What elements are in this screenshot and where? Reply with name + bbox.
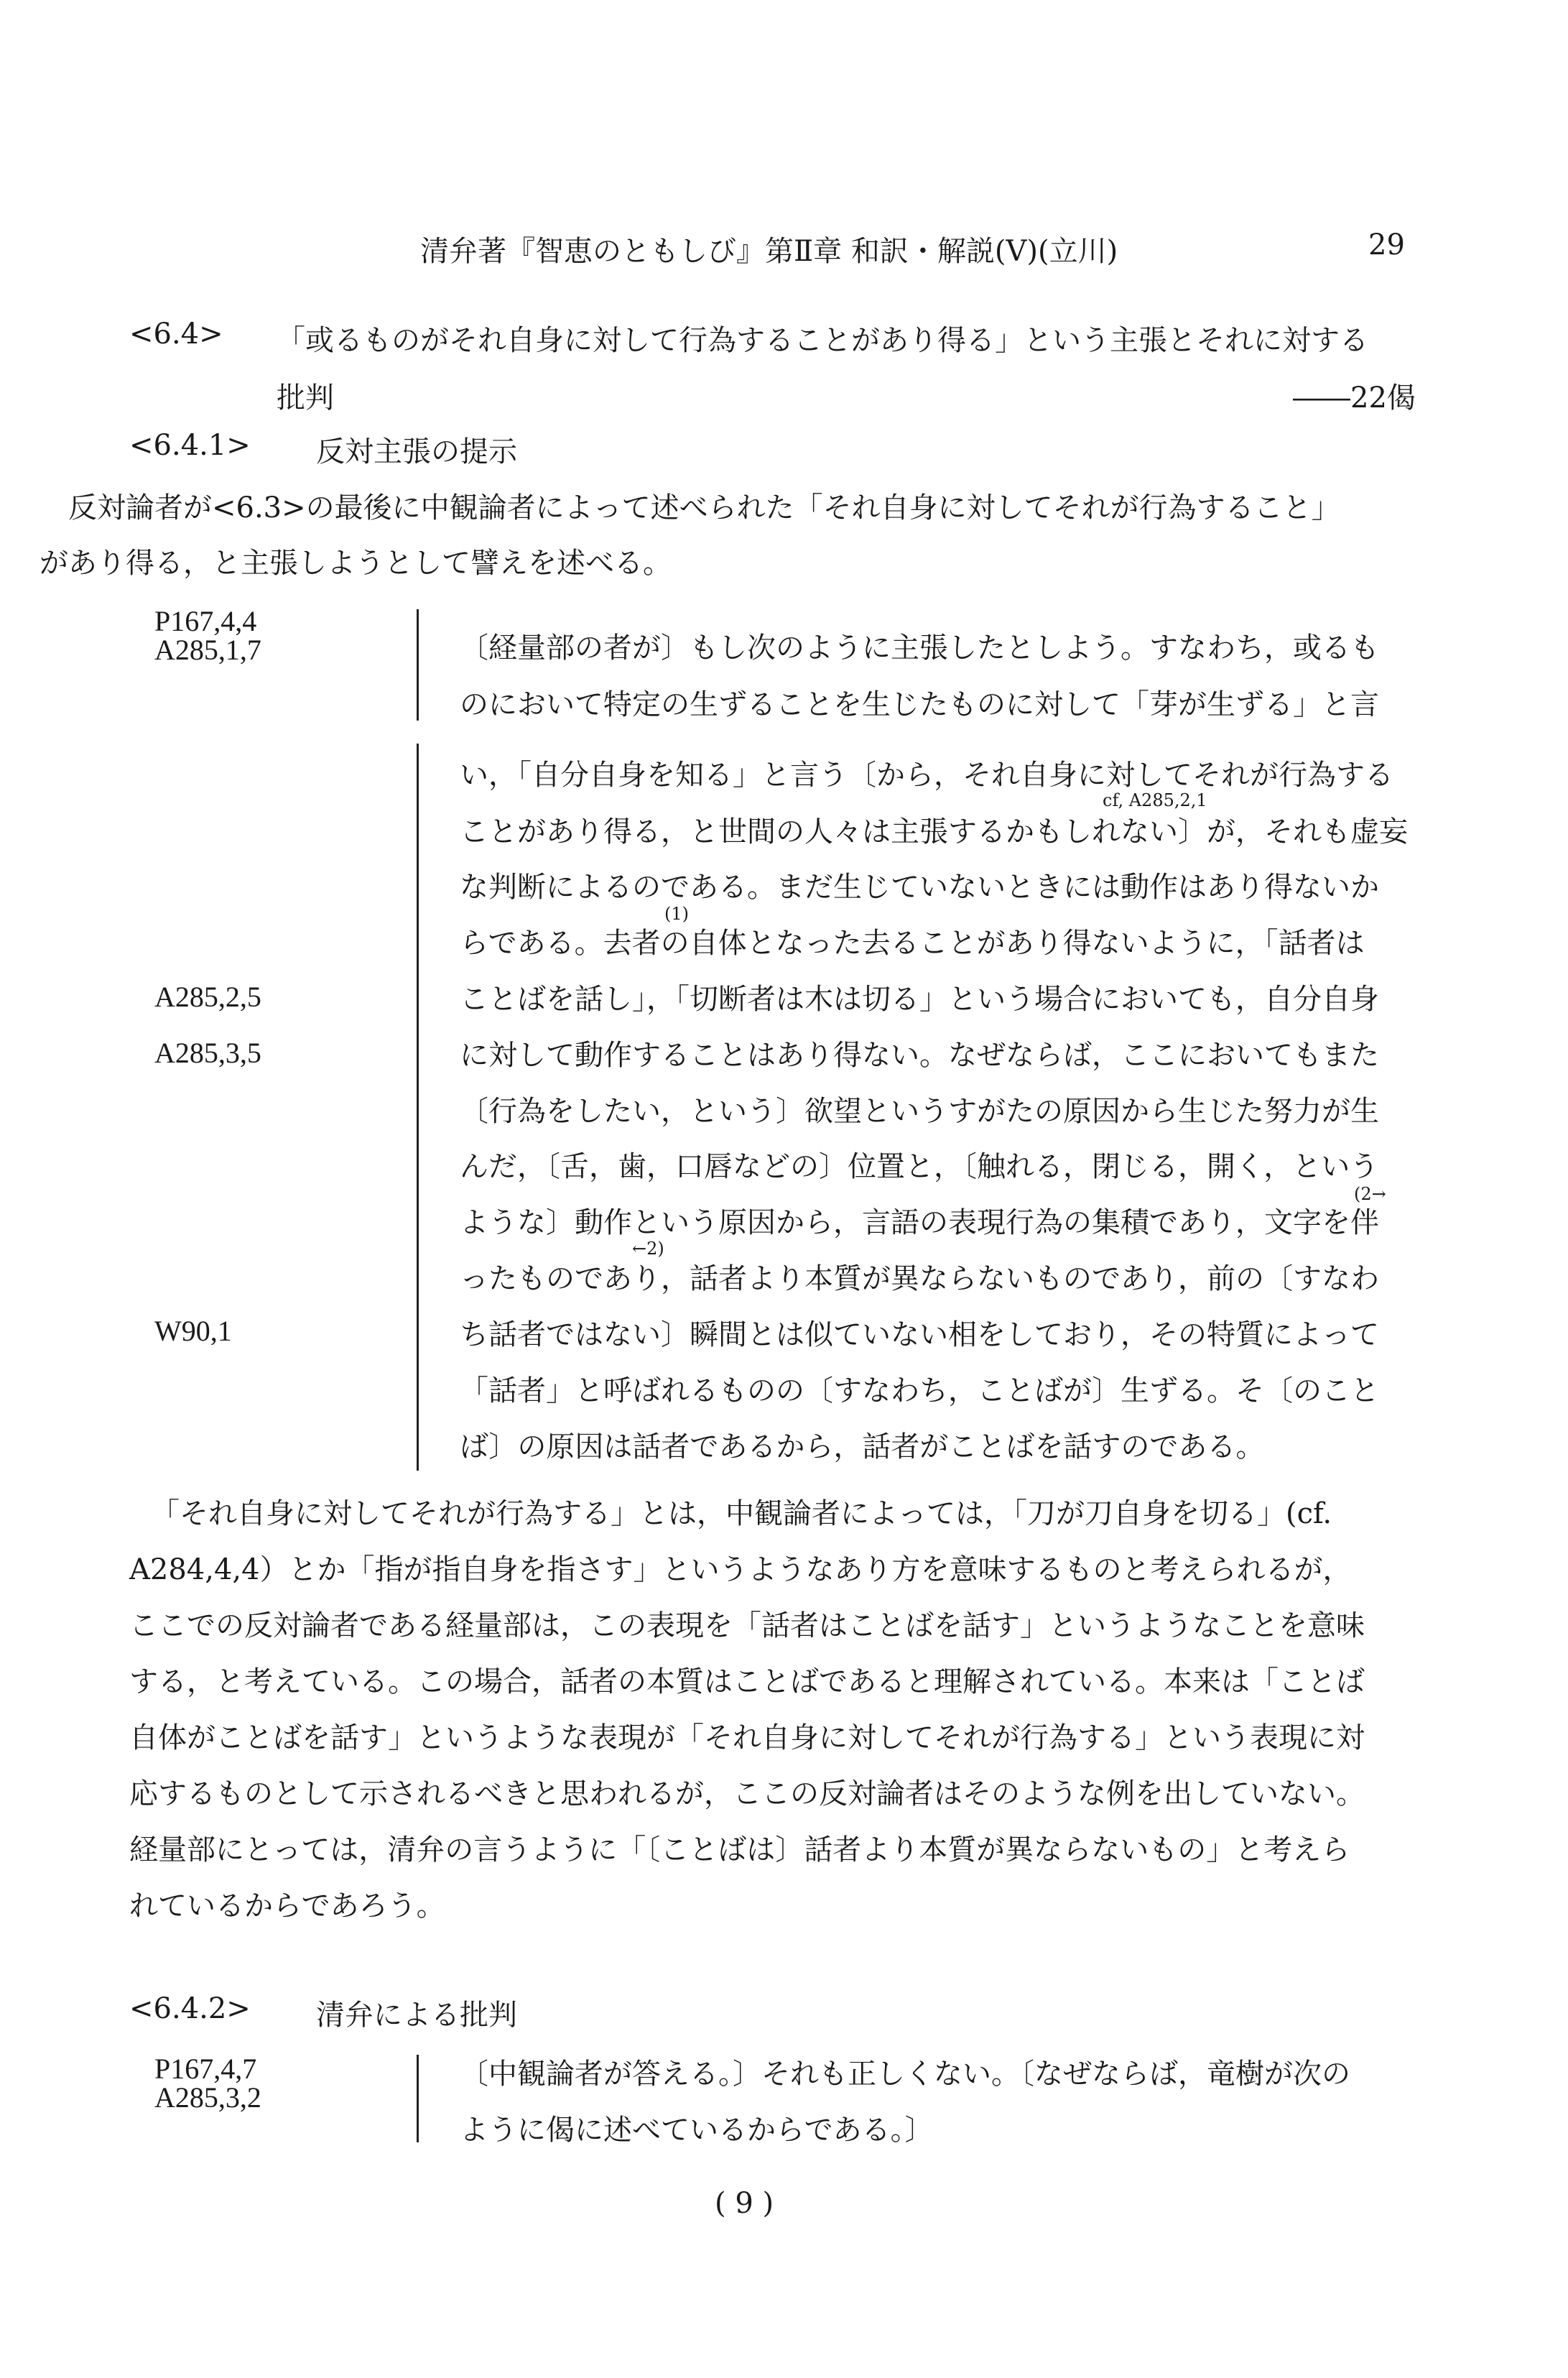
commentary-line: 「それ自身に対してそれが行為する」とは，中観論者によっては，「刀が刀自身を切る」(cf. [151, 1497, 1332, 1530]
block-line: んだ，〔舌，歯，口唇などの〕位置と，〔触れる，閉じる，開く，という [460, 1150, 1379, 1183]
margin-ref: A285,3,2 [154, 2081, 261, 2114]
note-marker: (1) [664, 904, 689, 924]
block-line: 〔経量部の者が〕もし次のように主張したとしよう。すなわち，或るも [460, 631, 1379, 665]
block-line: に対して動作することはあり得ない。なぜならば，ここにおいてもまた [460, 1039, 1379, 1072]
margin-ref: P167,4,4 [154, 605, 257, 637]
commentary-line: する，と考えている。この場合，話者の本質はことばであると理解されている。本来は「ことば [129, 1665, 1365, 1698]
block-line: のにおいて特定の生ずることを生じたものに対して「芽が生ずる」と言 [460, 688, 1379, 721]
intro-line: があり得る，と主張しようとして譬えを述べる。 [40, 547, 672, 580]
margin-ref: A285,3,5 [154, 1037, 261, 1069]
section-6-4-2-title: 清弁による批判 [316, 1999, 517, 2032]
block-line: らである。去者の自体となった去ることがあり得ないように，「話者は [460, 927, 1365, 960]
block-line: ことばを話し」，「切断者は木は切る」という場合においても，自分自身 [460, 983, 1379, 1016]
block-line: い，「自分自身を知る」と言う〔から，それ自身に対してそれが行為する [460, 759, 1393, 792]
block-line: ち話者ではない〕瞬間とは似ていない相をしており，その特質によって [460, 1318, 1379, 1351]
commentary-line: ここでの反対論者である経量部は，この表現を「話者はことばを話す」というようなことを意味 [129, 1609, 1365, 1642]
commentary-line: 応するものとして示されるべきと思われるが，ここの反対論者はそのような例を出していない。 [129, 1777, 1365, 1810]
commentary-line: A284,4,4）とか「指が指自身を指さす」というようなあり方を意味するものと考えられるが， [129, 1553, 1352, 1586]
margin-ref: P167,4,7 [154, 2053, 257, 2085]
page-marker: ( 9 ) [715, 2187, 774, 2220]
verse-reference: ――22偈 [1293, 381, 1416, 415]
block-line: ように偈に述べているからである。〕 [460, 2114, 934, 2147]
margin-ref: A285,1,7 [154, 634, 261, 666]
block-line: ったものであり，話者より本質が異ならないものであり，前の〔すなわ [460, 1262, 1379, 1295]
intro-line: 反対論者が<6.3>の最後に中観論者によって述べられた「それ自身に対してそれが行為すること」 [68, 491, 1340, 524]
quote-rule [417, 609, 419, 721]
commentary-line: れているからであろう。 [129, 1889, 445, 1923]
commentary-line: 自体がことばを話す」というような表現が「それ自身に対してそれが行為する」という表現に対 [129, 1721, 1365, 1754]
section-6-4-title-line2: 批判 [277, 381, 334, 415]
quote-rule [417, 2055, 419, 2142]
quote-rule [417, 744, 419, 1471]
section-6-4-label: <6.4> [129, 318, 223, 351]
page-number: 29 [1368, 228, 1405, 262]
margin-ref: W90,1 [154, 1315, 232, 1347]
margin-ref: A285,2,5 [154, 981, 261, 1013]
block-line: 〔中観論者が答える。〕それも正しくない。〔なぜならば，竜樹が次の [460, 2058, 1350, 2091]
block-line: 〔行為をしたい，という〕欲望というすがたの原因から生じた努力が生 [460, 1095, 1379, 1128]
section-6-4-1-label: <6.4.1> [129, 429, 251, 462]
cf-reference: cf, A285,2,1 [1103, 790, 1207, 810]
block-line: ことがあり得る，と世間の人々は主張するかもしれない〕が，それも虚妄 [460, 815, 1408, 848]
block-line: 「話者」と呼ばれるものの〔すなわち，ことばが〕生ずる。そ〔のこと [460, 1374, 1379, 1407]
section-6-4-2-label: <6.4.2> [129, 1992, 251, 2025]
section-6-4-title-line1: 「或るものがそれ自身に対して行為することがあり得る」という主張とそれに対する [277, 324, 1368, 357]
running-title: 清弁著『智恵のともしび』第Ⅱ章 和訳・解説(Ⅴ)(立川) [420, 235, 1118, 268]
note-marker: (2→ [1354, 1184, 1386, 1204]
note-marker: ←2) [632, 1239, 664, 1259]
block-line: ような〕動作という原因から，言語の表現行為の集積であり，文字を伴 [460, 1206, 1379, 1239]
block-line: ば〕の原因は話者であるから，話者がことばを話すのである。 [460, 1430, 1265, 1463]
section-6-4-1-title: 反対主張の提示 [316, 435, 517, 468]
block-line: な判断によるのである。まだ生じていないときには動作はあり得ないか [460, 871, 1379, 904]
commentary-line: 経量部にとっては，清弁の言うように「〔ことばは〕話者より本質が異ならないもの」と考えら [129, 1833, 1350, 1866]
